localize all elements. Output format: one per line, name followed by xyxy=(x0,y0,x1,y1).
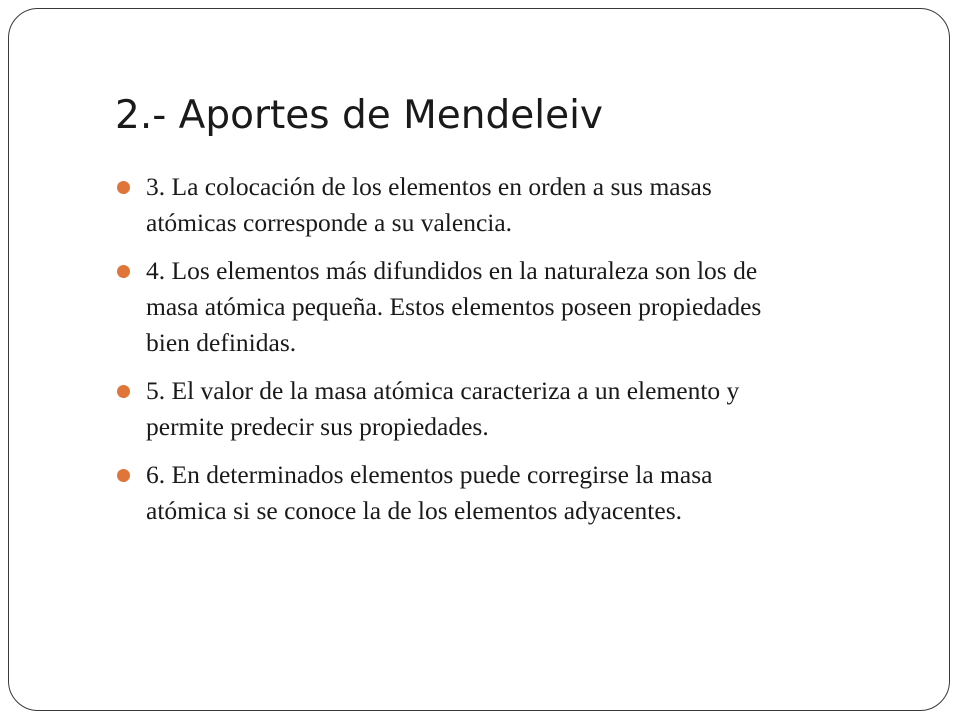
bullet-item xyxy=(115,169,905,241)
bullet-list xyxy=(115,169,905,541)
bullet-text-line: masa atómica pequeña. Estos elementos poseen propiedades xyxy=(146,292,762,321)
slide-frame xyxy=(8,8,950,711)
bullet-text-line: atómicas corresponde a su valencia. xyxy=(146,208,513,237)
bullet-dot-icon xyxy=(117,181,130,194)
bullet-text-line: permite predecir sus propiedades. xyxy=(146,412,489,441)
bullet-dot-icon xyxy=(117,265,130,278)
bullet-item xyxy=(115,373,905,445)
bullet-text-line: atómica si se conoce la de los elementos adyacentes. xyxy=(146,496,682,525)
slide-title: 2.- Aportes de Mendeleiv xyxy=(115,93,604,138)
bullet-item xyxy=(115,253,905,361)
bullet-item xyxy=(115,457,905,529)
bullet-text-line: 6. En determinados elementos puede corregirse la masa xyxy=(146,460,713,489)
bullet-dot-icon xyxy=(117,385,130,398)
bullet-dot-icon xyxy=(117,469,130,482)
bullet-text-line: 4. Los elementos más difundidos en la naturaleza son los de xyxy=(146,256,758,285)
bullet-text-line: 5. El valor de la masa atómica caracteriza a un elemento y xyxy=(146,376,740,405)
bullet-text-line: 3. La colocación de los elementos en orden a sus masas xyxy=(146,172,712,201)
bullet-text-line: bien definidas. xyxy=(146,328,297,357)
